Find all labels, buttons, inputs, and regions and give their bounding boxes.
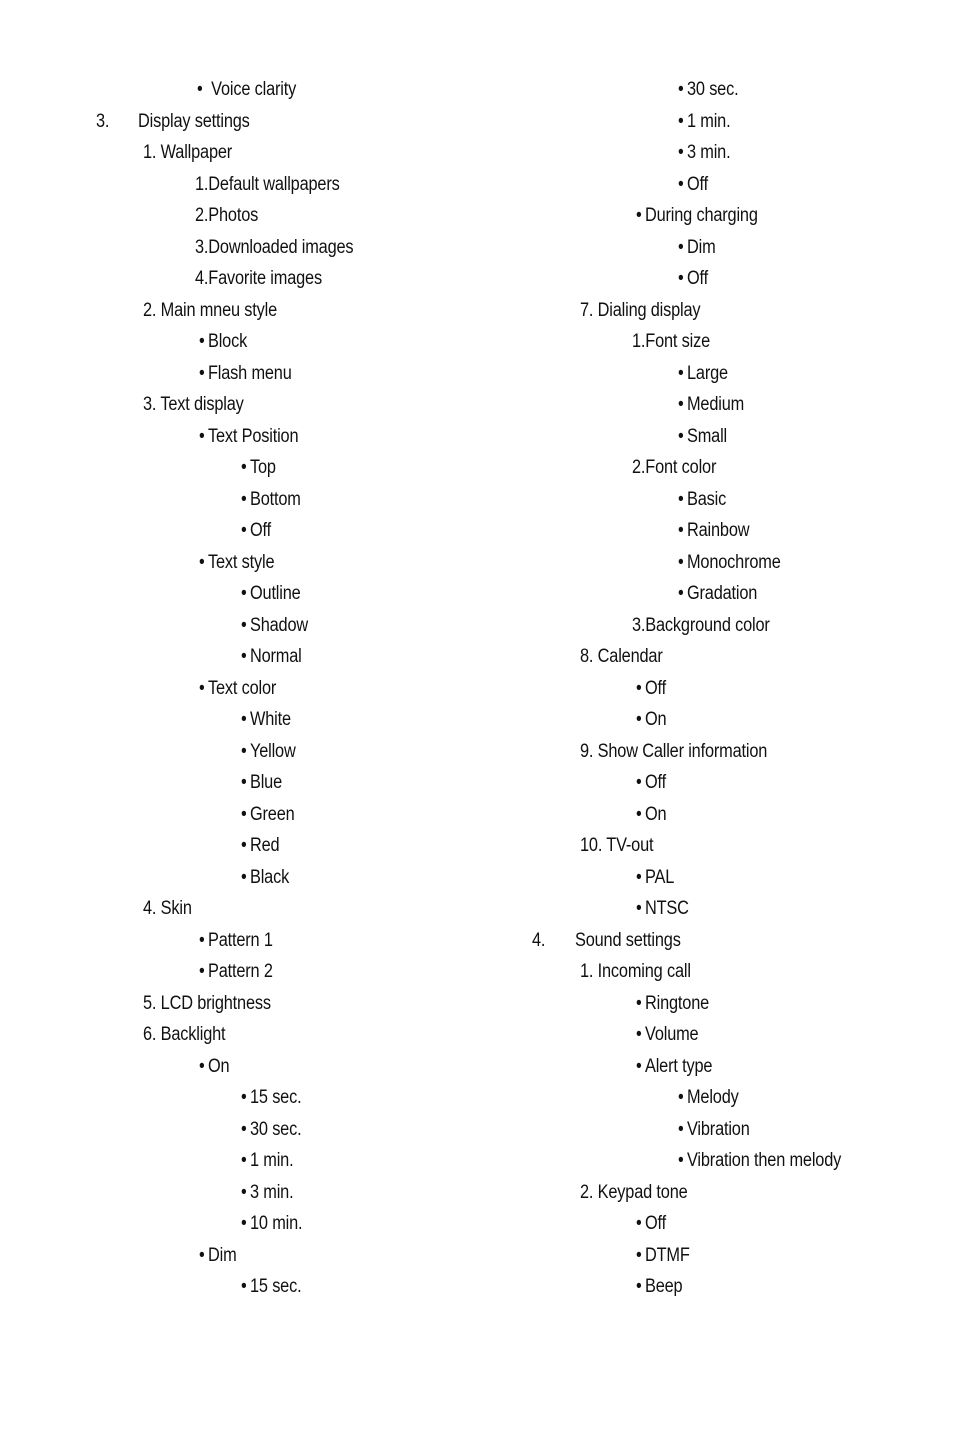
bullet-icon: •	[241, 835, 247, 856]
bullet-item	[678, 580, 757, 608]
bullet-item	[241, 801, 295, 829]
bullet-item-label: 10 min.	[249, 1213, 303, 1234]
bullet-item	[241, 454, 276, 482]
bullet-item	[241, 832, 279, 860]
bullet-icon: •	[636, 205, 642, 226]
bullet-icon: •	[241, 772, 247, 793]
bullet-item-label: Off	[644, 772, 666, 793]
bullet-item	[636, 202, 758, 230]
menu-item	[143, 139, 232, 167]
bullet-item	[636, 895, 689, 923]
menu-item-label: 3.Downloaded images	[195, 236, 354, 258]
bullet-item	[241, 706, 291, 734]
bullet-item-label: 1 min.	[249, 1150, 294, 1171]
menu-item-label: 2. Main mneu style	[143, 299, 278, 321]
bullet-icon: •	[636, 709, 642, 730]
menu-item-label: 8. Calendar	[580, 646, 663, 667]
bullet-item-label: Off	[644, 1213, 666, 1234]
menu-item	[143, 895, 192, 923]
bullet-item-label: Normal	[249, 646, 302, 667]
bullet-item-label: Off	[686, 173, 708, 195]
bullet-item	[636, 1273, 682, 1301]
bullet-item-label: Text style	[207, 551, 275, 573]
bullet-item	[199, 927, 273, 955]
bullet-item-label: Beep	[644, 1276, 683, 1297]
bullet-icon: •	[636, 1024, 642, 1045]
bullet-icon: •	[199, 362, 205, 384]
menu-item-label: 3.Background color	[632, 614, 770, 636]
bullet-item-label: Ringtone	[644, 992, 710, 1014]
bullet-item	[636, 1242, 690, 1270]
menu-item-label: 4. Skin	[143, 898, 192, 919]
menu-item-label: 3. Text display	[143, 394, 244, 415]
menu-item	[580, 1179, 688, 1207]
bullet-item-label: Block	[207, 331, 248, 352]
section-number: 3.	[96, 110, 110, 132]
bullet-item	[241, 1273, 301, 1301]
menu-item	[632, 454, 716, 482]
bullet-item-label: 1 min.	[686, 110, 731, 132]
bullet-item	[199, 328, 247, 356]
menu-item	[195, 171, 340, 199]
bullet-item	[241, 517, 271, 545]
bullet-item	[241, 1116, 301, 1144]
bullet-icon: •	[199, 961, 205, 982]
section-number: 4.	[532, 929, 546, 951]
bullet-item-label: Outline	[249, 583, 301, 604]
bullet-icon: •	[241, 646, 247, 667]
bullet-item-label: 3 min.	[249, 1181, 294, 1203]
menu-item-label: 2. Keypad tone	[580, 1181, 688, 1203]
bullet-icon: •	[241, 1087, 247, 1108]
bullet-item-label: Shadow	[249, 614, 309, 636]
menu-item-label: 10. TV-out	[580, 835, 654, 856]
bullet-item-label: On	[644, 709, 667, 730]
bullet-icon: •	[678, 394, 684, 415]
bullet-item-label: 15 sec.	[249, 1087, 302, 1108]
bullet-item	[199, 1242, 237, 1270]
bullet-item-label: Off	[644, 677, 666, 699]
bullet-item	[241, 486, 301, 514]
bullet-icon: •	[241, 1118, 247, 1140]
bullet-icon: •	[636, 992, 642, 1014]
bullet-item-label: Yellow	[249, 740, 296, 762]
bullet-icon: •	[636, 1244, 642, 1266]
menu-item	[632, 328, 710, 356]
bullet-item-label: Dim	[686, 236, 716, 258]
bullet-item	[678, 360, 728, 388]
bullet-item	[678, 549, 781, 577]
bullet-icon: •	[241, 866, 247, 888]
bullet-item-label: Pattern 1	[207, 929, 273, 951]
bullet-icon: •	[678, 236, 684, 258]
section-title: Display settings	[137, 110, 250, 132]
bullet-item	[199, 360, 292, 388]
bullet-item	[199, 549, 274, 577]
bullet-item	[678, 517, 749, 545]
bullet-item	[636, 706, 666, 734]
bullet-item-label: Off	[249, 520, 271, 541]
bullet-item	[636, 864, 674, 892]
bullet-icon: •	[197, 79, 203, 100]
bullet-icon: •	[241, 1181, 247, 1203]
bullet-item-label: Vibration	[686, 1118, 750, 1140]
bullet-item-label: Basic	[686, 488, 727, 510]
bullet-item-label: Pattern 2	[207, 961, 273, 982]
bullet-icon: •	[678, 1150, 684, 1171]
menu-item-label: 2.Photos	[195, 205, 259, 226]
bullet-icon: •	[241, 457, 247, 478]
bullet-item-label: During charging	[644, 205, 758, 226]
bullet-item-label: 15 sec.	[249, 1276, 302, 1297]
menu-item-label: 6. Backlight	[143, 1024, 226, 1045]
bullet-icon: •	[678, 110, 684, 132]
bullet-item	[241, 1147, 293, 1175]
bullet-item-label: 3 min.	[686, 142, 731, 163]
bullet-icon: •	[636, 772, 642, 793]
bullet-item	[678, 423, 727, 451]
menu-item-label: 1. Wallpaper	[143, 142, 233, 163]
bullet-item	[241, 612, 308, 640]
bullet-item	[241, 769, 282, 797]
bullet-item	[678, 1116, 750, 1144]
bullet-item-label: Flash menu	[207, 362, 292, 384]
bullet-icon: •	[678, 488, 684, 510]
bullet-icon: •	[241, 520, 247, 541]
section-title: Sound settings	[575, 929, 681, 951]
bullet-icon: •	[636, 1055, 642, 1077]
bullet-item	[636, 769, 666, 797]
bullet-icon: •	[241, 803, 247, 825]
section-heading	[96, 108, 250, 136]
bullet-item-label: On	[207, 1055, 230, 1077]
bullet-item-label: Off	[686, 268, 708, 289]
bullet-icon: •	[678, 425, 684, 447]
bullet-item	[678, 1084, 739, 1112]
menu-item	[580, 738, 767, 766]
bullet-item-label: Alert type	[644, 1055, 713, 1077]
bullet-item-label: 30 sec.	[686, 79, 739, 100]
bullet-icon: •	[241, 740, 247, 762]
bullet-item-label: Dim	[207, 1244, 237, 1266]
bullet-item	[241, 738, 296, 766]
bullet-item	[636, 990, 709, 1018]
menu-item-label: 4.Favorite images	[195, 268, 322, 289]
bullet-item-label: Voice clarity	[211, 79, 297, 100]
bullet-icon: •	[199, 929, 205, 951]
bullet-item	[678, 1147, 841, 1175]
bullet-item-label: White	[249, 709, 291, 730]
bullet-icon: •	[241, 1276, 247, 1297]
bullet-icon: •	[241, 614, 247, 636]
bullet-icon: •	[678, 1118, 684, 1140]
bullet-icon: •	[199, 1244, 205, 1266]
menu-item	[580, 958, 691, 986]
bullet-item-label: Large	[686, 362, 728, 384]
bullet-item-label: Melody	[686, 1087, 739, 1108]
menu-item	[580, 297, 700, 325]
bullet-item	[199, 958, 273, 986]
bullet-icon: •	[199, 425, 205, 447]
bullet-icon: •	[199, 1055, 205, 1077]
bullet-item	[199, 675, 276, 703]
bullet-item	[241, 864, 289, 892]
bullet-item-label: 30 sec.	[249, 1118, 302, 1140]
bullet-icon: •	[199, 677, 205, 699]
bullet-item-label: Black	[249, 866, 290, 888]
bullet-item	[678, 139, 730, 167]
bullet-item-label: PAL	[644, 866, 675, 888]
bullet-item-label: On	[644, 803, 667, 825]
menu-item	[143, 297, 277, 325]
bullet-icon: •	[678, 362, 684, 384]
bullet-item-label: Rainbow	[686, 520, 750, 541]
bullet-item	[241, 1210, 302, 1238]
bullet-item-label: Volume	[644, 1024, 699, 1045]
bullet-item-label: Text color	[207, 677, 277, 699]
bullet-icon: •	[678, 173, 684, 195]
bullet-item-label: Monochrome	[686, 551, 781, 573]
bullet-icon: •	[636, 1213, 642, 1234]
menu-item	[195, 265, 322, 293]
bullet-item	[678, 76, 738, 104]
bullet-icon: •	[636, 677, 642, 699]
bullet-icon: •	[678, 1087, 684, 1108]
menu-item-label: 1.Default wallpapers	[195, 173, 340, 195]
menu-item-label: 1. Incoming call	[580, 961, 691, 982]
bullet-item	[636, 801, 666, 829]
bullet-item-label: Blue	[249, 772, 283, 793]
bullet-item	[199, 1053, 229, 1081]
menu-item-label: 2.Font color	[632, 457, 717, 478]
bullet-item	[678, 391, 744, 419]
menu-item	[580, 643, 663, 671]
bullet-icon: •	[241, 709, 247, 730]
menu-item	[580, 832, 653, 860]
bullet-icon: •	[241, 1213, 247, 1234]
bullet-item-label: DTMF	[644, 1244, 690, 1266]
bullet-item-label: Vibration then melody	[686, 1150, 842, 1171]
bullet-item	[678, 234, 716, 262]
bullet-icon: •	[636, 803, 642, 825]
menu-item-label: 7. Dialing display	[580, 299, 701, 321]
menu-item-label: 1.Font size	[632, 331, 711, 352]
bullet-icon: •	[678, 520, 684, 541]
bullet-item	[636, 1053, 712, 1081]
bullet-item-label: Bottom	[249, 488, 301, 510]
bullet-item	[678, 265, 708, 293]
bullet-item	[636, 1210, 666, 1238]
menu-item	[195, 234, 353, 262]
bullet-item	[241, 643, 302, 671]
bullet-icon: •	[636, 866, 642, 888]
bullet-item-label: Red	[249, 835, 280, 856]
bullet-item	[241, 1084, 301, 1112]
bullet-item	[678, 486, 726, 514]
bullet-item	[636, 1021, 698, 1049]
bullet-item	[241, 580, 301, 608]
bullet-icon: •	[241, 1150, 247, 1171]
bullet-icon: •	[678, 268, 684, 289]
bullet-item-label: Medium	[686, 394, 745, 415]
bullet-icon: •	[678, 583, 684, 604]
bullet-item-label: Text Position	[207, 425, 299, 447]
bullet-icon: •	[678, 551, 684, 573]
menu-item	[143, 1021, 225, 1049]
bullet-icon: •	[241, 488, 247, 510]
bullet-item	[678, 171, 708, 199]
bullet-item	[197, 76, 296, 104]
bullet-item	[678, 108, 730, 136]
menu-item-label: 5. LCD brightness	[143, 992, 271, 1014]
bullet-icon: •	[199, 331, 205, 352]
bullet-item-label: Small	[686, 425, 727, 447]
bullet-icon: •	[636, 898, 642, 919]
section-heading	[532, 927, 681, 955]
menu-item-label: 9. Show Caller information	[580, 740, 768, 762]
bullet-item	[199, 423, 298, 451]
bullet-item-label: Top	[249, 457, 276, 478]
bullet-icon: •	[636, 1276, 642, 1297]
bullet-item	[636, 675, 666, 703]
menu-item	[632, 612, 770, 640]
bullet-icon: •	[678, 79, 684, 100]
bullet-icon: •	[678, 142, 684, 163]
bullet-item-label: NTSC	[644, 898, 689, 919]
bullet-icon: •	[241, 583, 247, 604]
bullet-icon: •	[199, 551, 205, 573]
bullet-item-label: Gradation	[686, 583, 758, 604]
menu-item	[195, 202, 258, 230]
bullet-item	[241, 1179, 293, 1207]
menu-item	[143, 391, 244, 419]
bullet-item-label: Green	[249, 803, 295, 825]
menu-item	[143, 990, 271, 1018]
